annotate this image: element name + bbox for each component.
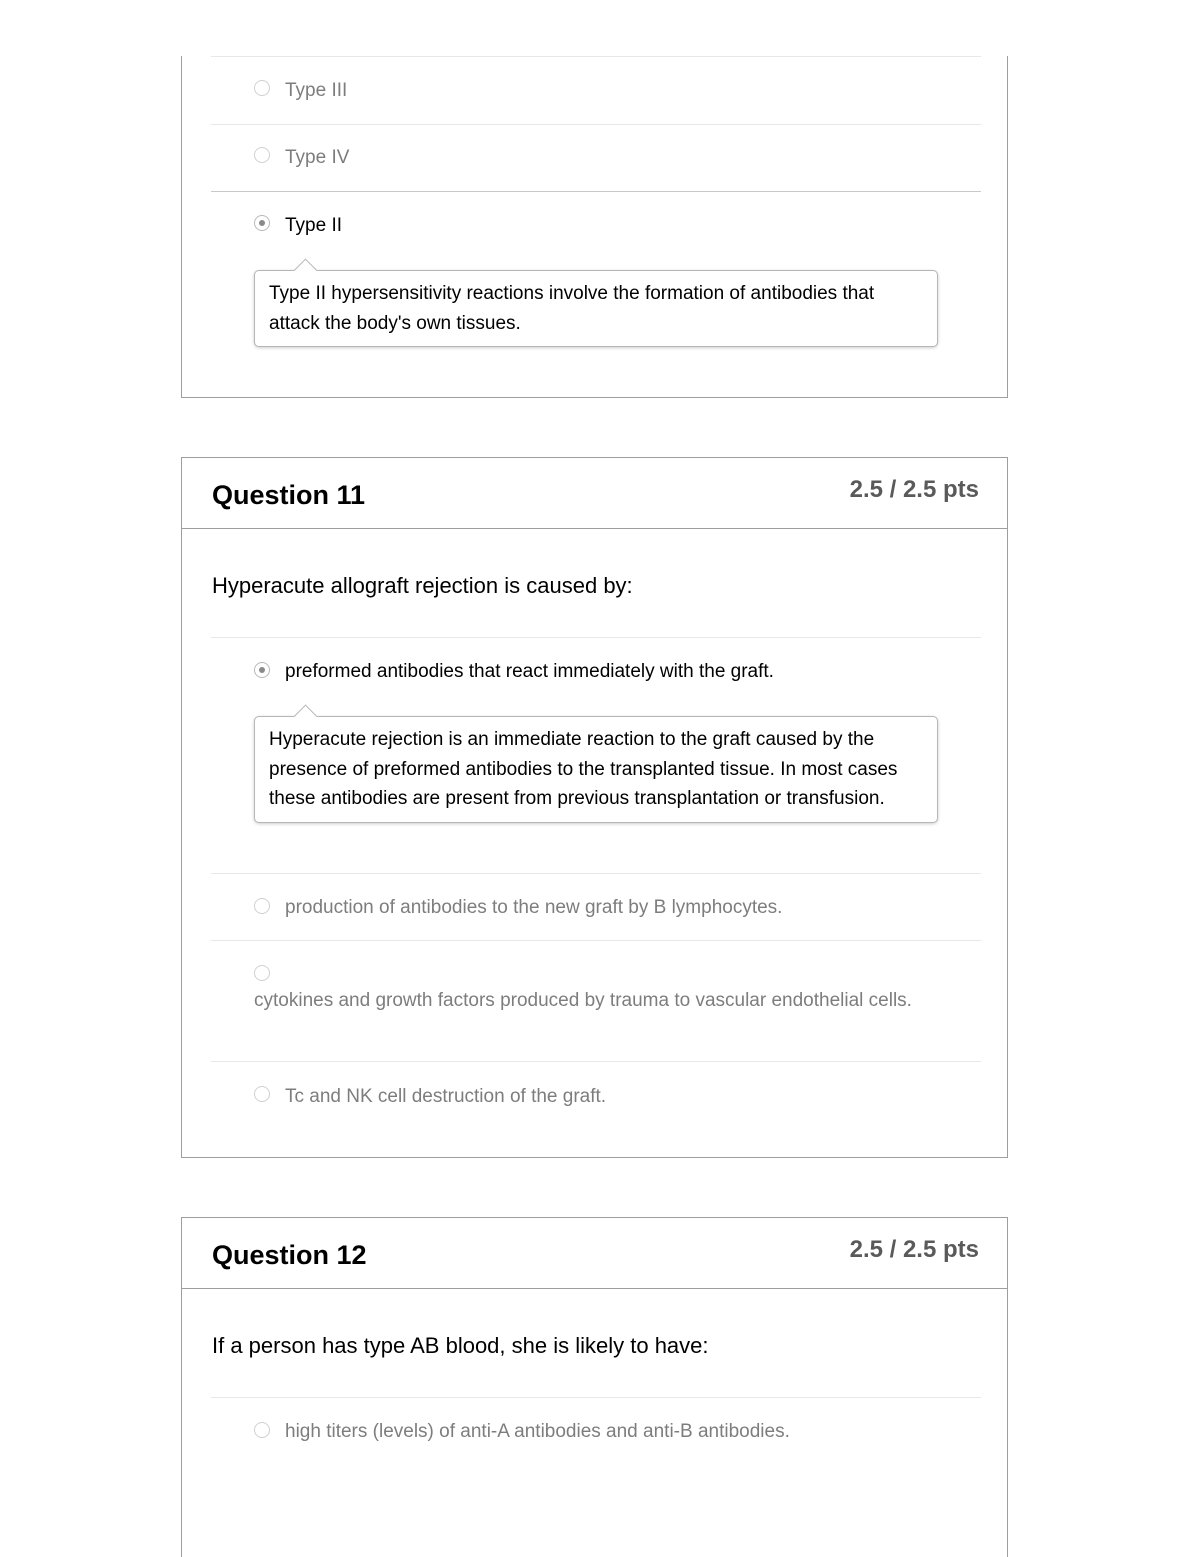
question-title: Question 12 bbox=[212, 1240, 367, 1270]
question-points: 2.5 / 2.5 pts bbox=[849, 476, 979, 503]
question-text: Hyperacute allograft rejection is caused by: bbox=[212, 573, 633, 598]
answer-radio[interactable] bbox=[254, 898, 270, 914]
question-12-card bbox=[181, 1217, 1008, 1557]
question-11-card bbox=[181, 457, 1008, 1158]
question-10-card bbox=[181, 56, 1008, 398]
answer-feedback: Type II hypersensitivity reactions involve the formation of antibodies that attack the body's own tissues. bbox=[254, 270, 938, 347]
question-header bbox=[182, 1218, 1007, 1289]
answer-label[interactable]: Tc and NK cell destruction of the graft. bbox=[285, 1086, 607, 1107]
answer-label[interactable]: Type III bbox=[285, 80, 348, 101]
answer-separator bbox=[211, 124, 981, 125]
answer-radio[interactable] bbox=[254, 662, 270, 678]
answer-separator bbox=[211, 1397, 981, 1398]
answer-radio[interactable] bbox=[254, 1422, 270, 1438]
answer-radio[interactable] bbox=[254, 965, 270, 981]
question-points: 2.5 / 2.5 pts bbox=[849, 1236, 979, 1263]
answer-separator bbox=[211, 637, 981, 638]
answer-separator bbox=[211, 1061, 981, 1062]
answer-label[interactable]: cytokines and growth factors produced by trauma to vascular endothelial cells. bbox=[254, 990, 912, 1011]
answer-separator bbox=[211, 940, 981, 941]
answer-radio-type-ii[interactable] bbox=[254, 215, 270, 231]
answer-label[interactable]: high titers (levels) of anti-A antibodies and anti-B antibodies. bbox=[285, 1421, 790, 1442]
answer-separator bbox=[211, 56, 981, 57]
answer-label[interactable]: Type IV bbox=[285, 147, 350, 168]
answer-separator bbox=[211, 873, 981, 874]
question-header bbox=[182, 458, 1007, 529]
answer-radio-type-iii[interactable] bbox=[254, 80, 270, 96]
question-text: If a person has type AB blood, she is likely to have: bbox=[212, 1333, 709, 1358]
answer-label[interactable]: production of antibodies to the new graft by B lymphocytes. bbox=[285, 897, 783, 918]
answer-radio[interactable] bbox=[254, 1086, 270, 1102]
answer-label-selected[interactable]: Type II bbox=[285, 215, 343, 236]
answer-feedback: Hyperacute rejection is an immediate reaction to the graft caused by the presence of preformed antibodies to the transplanted tissue. In most cases these antibodies are present from previous transplantation or transfusion. bbox=[254, 716, 938, 823]
answer-radio-type-iv[interactable] bbox=[254, 147, 270, 163]
answer-separator bbox=[211, 191, 981, 192]
answer-label-selected[interactable]: preformed antibodies that react immediately with the graft. bbox=[285, 661, 774, 682]
question-title: Question 11 bbox=[212, 480, 366, 510]
